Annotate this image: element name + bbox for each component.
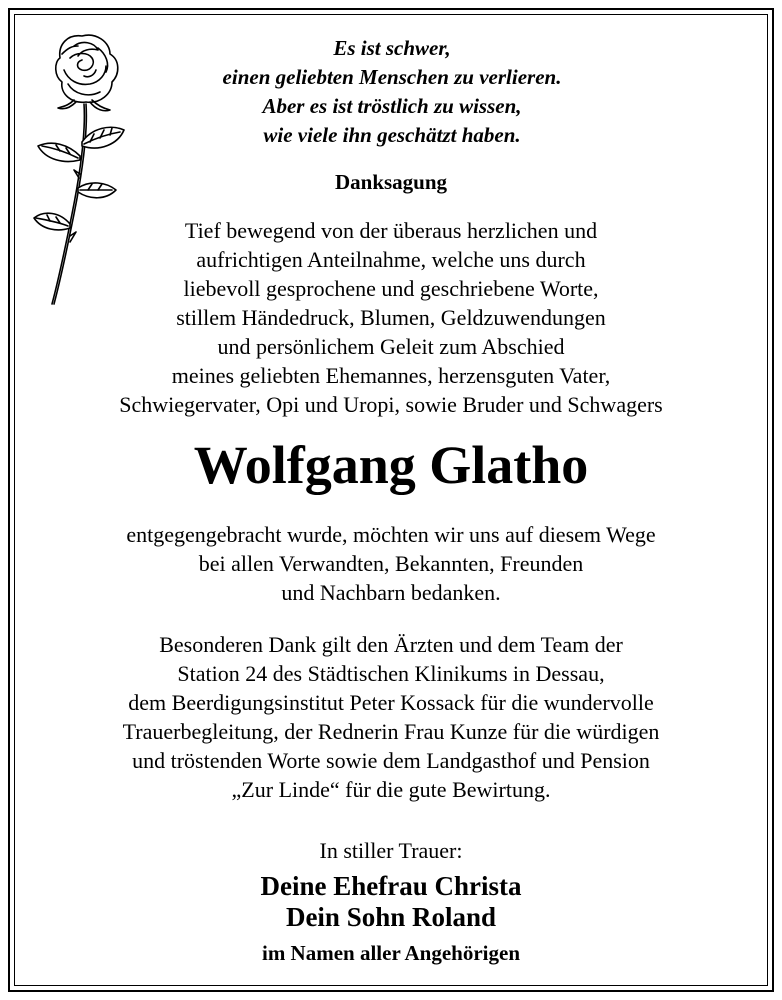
signer-wife: Deine Ehefrau Christa	[260, 871, 522, 901]
text-line: Schwiegervater, Opi und Uropi, sowie Bruder und Schwagers	[119, 392, 663, 417]
heading-danksagung: Danksagung	[334, 170, 448, 194]
text-line: Besonderen Dank gilt den Ärzten und dem Team der	[159, 632, 623, 657]
motto-line: Aber es ist tröstlich zu wissen,	[262, 94, 522, 118]
motto-verse	[150, 34, 634, 150]
text-line: aufrichtigen Anteilnahme, welche uns durch	[196, 247, 586, 272]
thanks-paragraph	[20, 216, 762, 419]
text-line: „Zur Linde“ für die gute Bewirtung.	[231, 777, 551, 802]
motto-line: Es ist schwer,	[333, 36, 451, 60]
text-line: dem Beerdigungsinstitut Peter Kossack für die wundervolle	[128, 690, 654, 715]
text-line: und tröstenden Worte sowie dem Landgasthof und Pension	[132, 748, 650, 773]
motto-line: wie viele ihn geschätzt haben.	[263, 123, 521, 147]
text-line: Station 24 des Städtischen Klinikums in Dessau,	[177, 661, 605, 686]
special-thanks-paragraph	[20, 630, 762, 804]
text-line: stillem Händedruck, Blumen, Geldzuwendungen	[176, 305, 606, 330]
closing-line: In stiller Trauer:	[319, 838, 463, 863]
motto-line: einen geliebten Menschen zu verlieren.	[222, 65, 562, 89]
text-line: liebevoll gesprochene und geschriebene Worte,	[183, 276, 599, 301]
signer-son: Dein Sohn Roland	[285, 902, 497, 932]
text-line: bei allen Verwandten, Bekannten, Freunden	[198, 551, 584, 576]
text-line: Trauerbegleitung, der Rednerin Frau Kunze für die würdigen	[122, 719, 660, 744]
deceased-name: Wolfgang Glatho	[193, 435, 589, 495]
text-line: und persönlichem Geleit zum Abschied	[217, 334, 565, 359]
text-line: meines geliebten Ehemannes, herzensguten Vater,	[171, 363, 611, 388]
gratitude-paragraph	[20, 520, 762, 607]
text-line: Tief bewegend von der überaus herzlichen und	[184, 218, 598, 243]
on-behalf-line: im Namen aller Angehörigen	[261, 941, 520, 965]
text-line: entgegengebracht wurde, möchten wir uns auf diesem Wege	[126, 522, 656, 547]
text-line: und Nachbarn bedanken.	[281, 580, 501, 605]
